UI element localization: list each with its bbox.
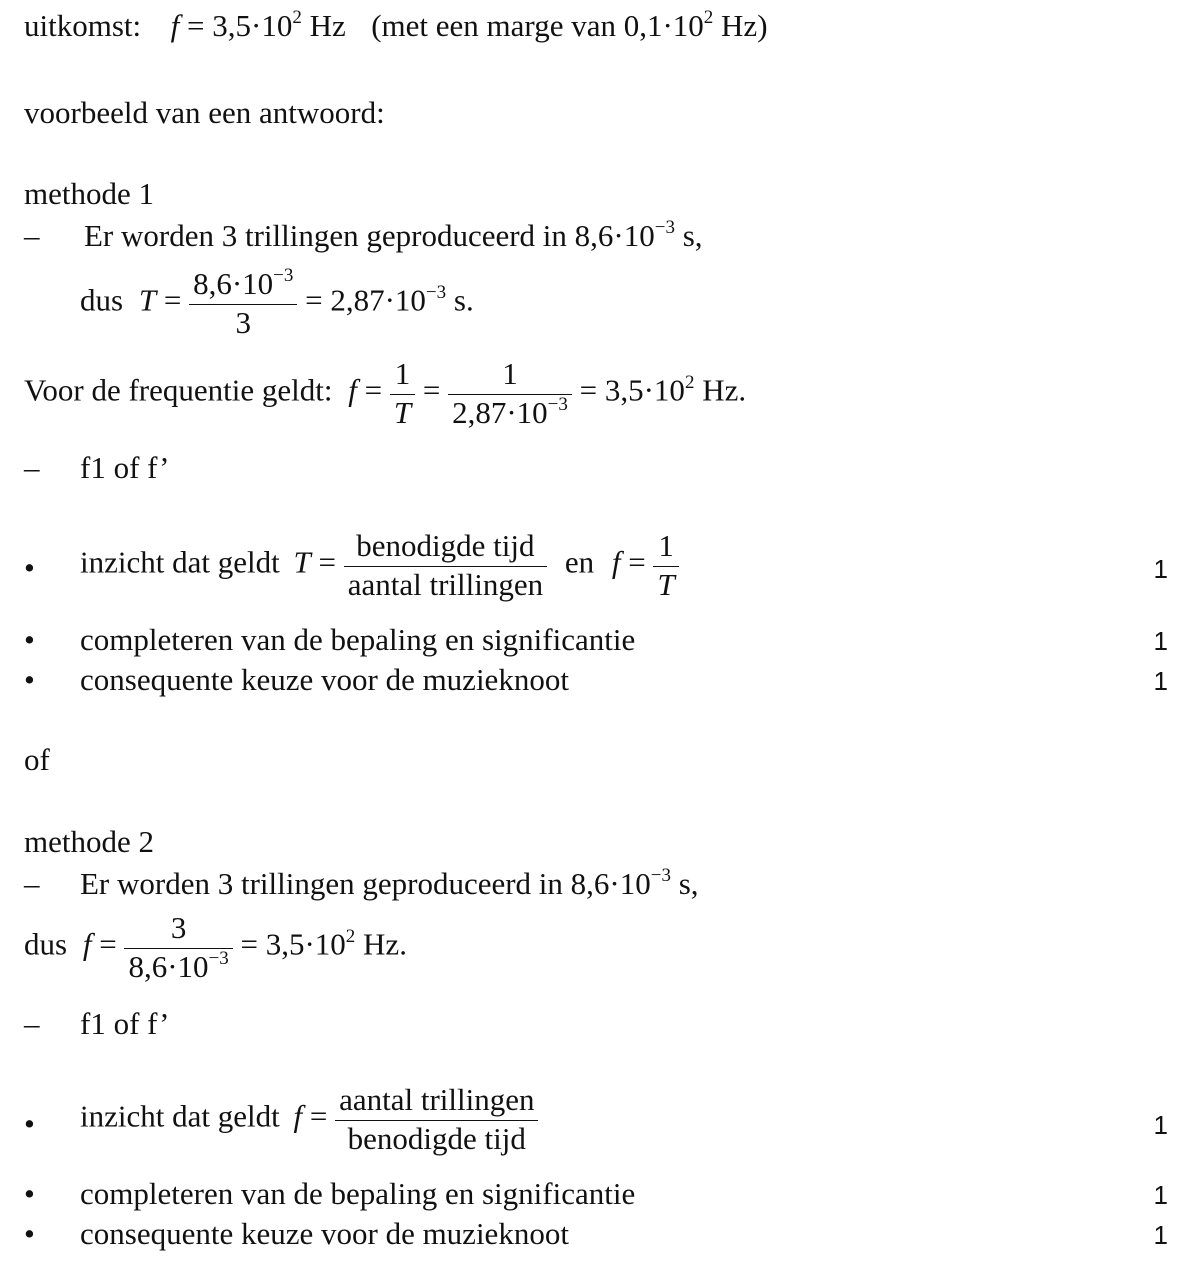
method1-criterion-1: inzicht dat geldt T = $\frac{\text{benodigde tijd}}{\text{aantal trillingen}}$ en f = $\frac{1}{T}$ xyxy=(80,530,679,601)
method1-title: methode 1 xyxy=(24,176,154,211)
time-over-count-fraction: $\frac{\text{benodigde tijd}}{\text{aantal trillingen}}$ xyxy=(344,530,547,601)
method2-line1: Er worden 3 trillingen geproduceerd in $8,6\cdot 10^{-3}$ s, xyxy=(80,865,699,901)
method2-criterion-1: inzicht dat geldt f = $\frac{\text{aantal trillingen}}{\text{benodigde tijd}}$ xyxy=(80,1084,538,1155)
method2-criterion-3: consequente keuze voor de muzieknoot xyxy=(80,1216,569,1251)
bullet-marker: • xyxy=(24,1216,35,1251)
bullet-marker: • xyxy=(24,662,35,697)
example-heading: voorbeeld van een antwoord: xyxy=(24,95,385,130)
score: 1 xyxy=(1153,626,1168,656)
outcome-label: uitkomst: xyxy=(24,8,142,43)
method2-title: methode 2 xyxy=(24,824,154,859)
dash-marker: – xyxy=(24,450,40,485)
period-fraction: $\frac{8,6\cdot 10^{-3}}{3}$ xyxy=(189,268,297,339)
score: 1 xyxy=(1153,1180,1168,1210)
method1-note: f1 of f’ xyxy=(80,450,170,485)
method1-line1: Er worden 3 trillingen geproduceerd in $8,6\cdot 10^{-3}$ s, xyxy=(84,217,703,253)
method1-period-calc: dus T = $\frac{8,6\cdot 10^{-3}}{3}$ = $2,87\cdot 10^{-3}$ s. xyxy=(80,265,474,340)
method2-frequency-calc: dus f = $\frac{3}{8,6\cdot 10^{-3}}$ = $3,5\cdot 10^2$ Hz. xyxy=(24,910,407,984)
bullet-marker: • xyxy=(24,622,35,657)
or-word: of xyxy=(24,742,50,777)
count-over-time-fraction: $\frac{3}{8,6\cdot 10^{-3}}$ xyxy=(124,912,232,983)
bullet-marker: • xyxy=(24,550,35,585)
method1-criterion-3: consequente keuze voor de muzieknoot xyxy=(80,662,569,697)
score: 1 xyxy=(1153,554,1168,584)
one-over-T-fraction: $\frac{1}{T}$ xyxy=(390,358,415,429)
method2-note: f1 of f’ xyxy=(80,1006,170,1041)
dash-marker: – xyxy=(24,1006,40,1041)
score: 1 xyxy=(1153,1110,1168,1140)
dash-marker: – xyxy=(24,218,40,253)
one-over-value-fraction: $\frac{1}{2,87\cdot 10^{-3}}$ xyxy=(448,358,572,429)
method2-criterion-2: completeren van de bepaling en significantie xyxy=(80,1176,636,1211)
one-over-T-fraction: $\frac{1}{T}$ xyxy=(653,530,678,601)
score: 1 xyxy=(1153,666,1168,696)
bullet-marker: • xyxy=(24,1176,35,1211)
method1-criterion-2: completeren van de bepaling en significantie xyxy=(80,622,636,657)
dash-marker: – xyxy=(24,866,40,901)
method1-frequency-calc: Voor de frequentie geldt: f = $\frac{1}{T}$ = $\frac{1}{2,87\cdot 10^{-3}}$ = $3,5\cdot 10^2$ Hz. xyxy=(24,356,747,430)
count-over-time-text-fraction: $\frac{\text{aantal trillingen}}{\text{benodigde tijd}}$ xyxy=(335,1084,538,1155)
bullet-marker: • xyxy=(24,1106,35,1141)
score: 1 xyxy=(1153,1220,1168,1250)
outcome-line: uitkomst: $f = 3,5\cdot 10^2$ Hz (met een marge van $0,1\cdot 10^2$ Hz) xyxy=(24,7,768,43)
